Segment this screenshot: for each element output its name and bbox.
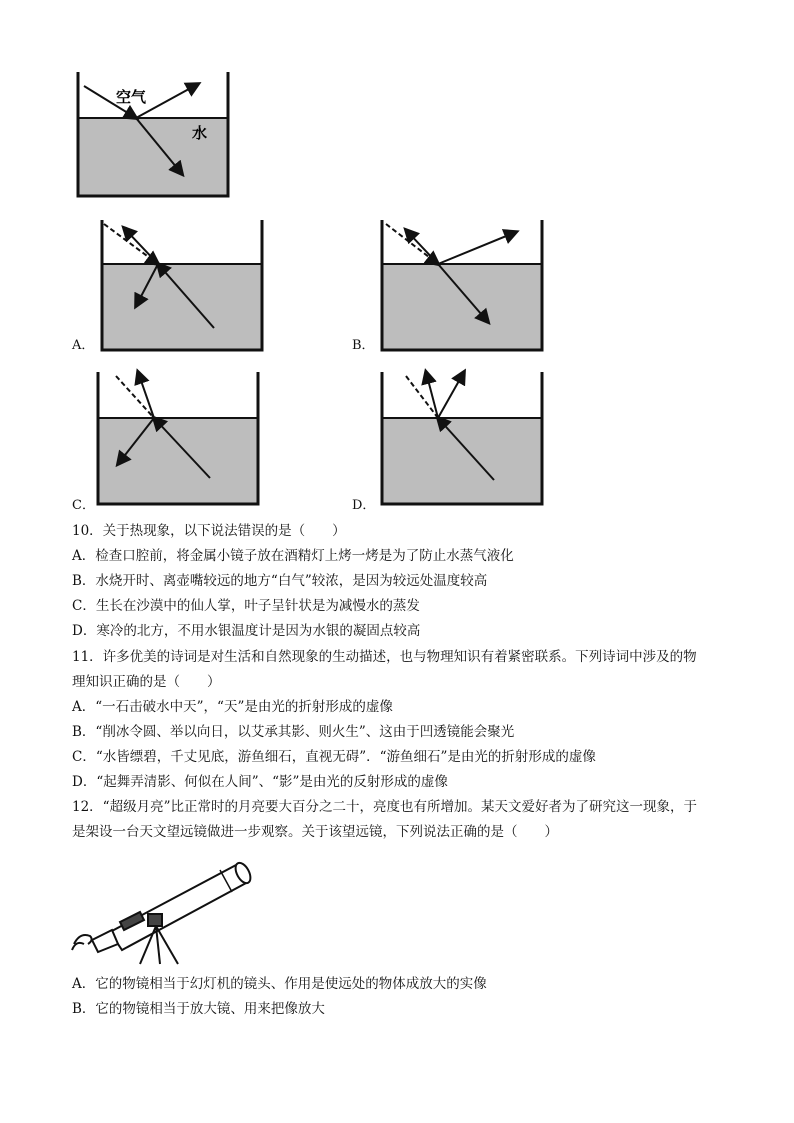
- water-label: 水: [192, 124, 208, 142]
- q11-option-b: B．“削冰令圆、举以向日，以艾承其影、则火生”、这由于凹透镜能会聚光: [72, 724, 515, 740]
- q12-stem-line1: 12．“超级月亮”比正常时的月亮要大百分之二十，亮度也有所增加。某天文爱好者为了研究这一现象，于: [72, 799, 697, 815]
- diagram-option-d: [376, 368, 552, 508]
- q10-option-a: A．检查口腔前，将金属小镜子放在酒精灯上烤一烤是为了防止水蒸气液化: [72, 548, 514, 564]
- option-c-label: C．: [72, 498, 95, 513]
- q11-stem-line1: 11．许多优美的诗词是对生活和自然现象的生动描述，也与物理知识有着紧密联系。下列诗词中涉及的物: [72, 649, 697, 665]
- diagram-option-b: [376, 218, 552, 354]
- option-d-label: D．: [352, 498, 376, 513]
- q11-stem-line2: 理知识正确的是（ ）: [72, 674, 221, 690]
- q11-option-a: A．“一石击破水中天”，“天”是由光的折射形成的虚像: [72, 699, 393, 715]
- telescope-illustration: [70, 848, 270, 966]
- q10-option-c: C．生长在沙漠中的仙人掌，叶子呈针状是为减慢水的蒸发: [72, 598, 420, 614]
- q11-option-d: D．“起舞弄清影、何似在人间”、“影”是由光的反射形成的虚像: [72, 774, 448, 790]
- q10-option-d: D．寒冷的北方，不用水银温度计是因为水银的凝固点较高: [72, 623, 421, 639]
- q10-stem: 10．关于热现象，以下说法错误的是（ ）: [72, 523, 346, 539]
- q12-stem-line2: 是架设一台天文望远镜做进一步观察。关于该望远镜，下列说法正确的是（ ）: [72, 824, 558, 840]
- q12-option-b: B．它的物镜相当于放大镜、用来把像放大: [72, 1001, 325, 1017]
- option-a-label: A．: [72, 338, 95, 353]
- q12-option-a: A．它的物镜相当于幻灯机的镜头、作用是使远处的物体成放大的实像: [72, 976, 487, 992]
- diagram-option-a: [96, 218, 272, 354]
- diagram-option-c: [92, 368, 268, 508]
- air-label: 空气: [116, 88, 147, 106]
- q10-option-b: B．水烧开时、离壶嘴较远的地方“白气”较浓，是因为较远处温度较高: [72, 573, 488, 589]
- option-b-label: B．: [352, 338, 375, 353]
- diagram-refraction-top: [70, 70, 240, 200]
- q11-option-c: C．“水皆缥碧，千丈见底，游鱼细石，直视无碍”．“游鱼细石”是由光的折射形成的虚像: [72, 749, 596, 765]
